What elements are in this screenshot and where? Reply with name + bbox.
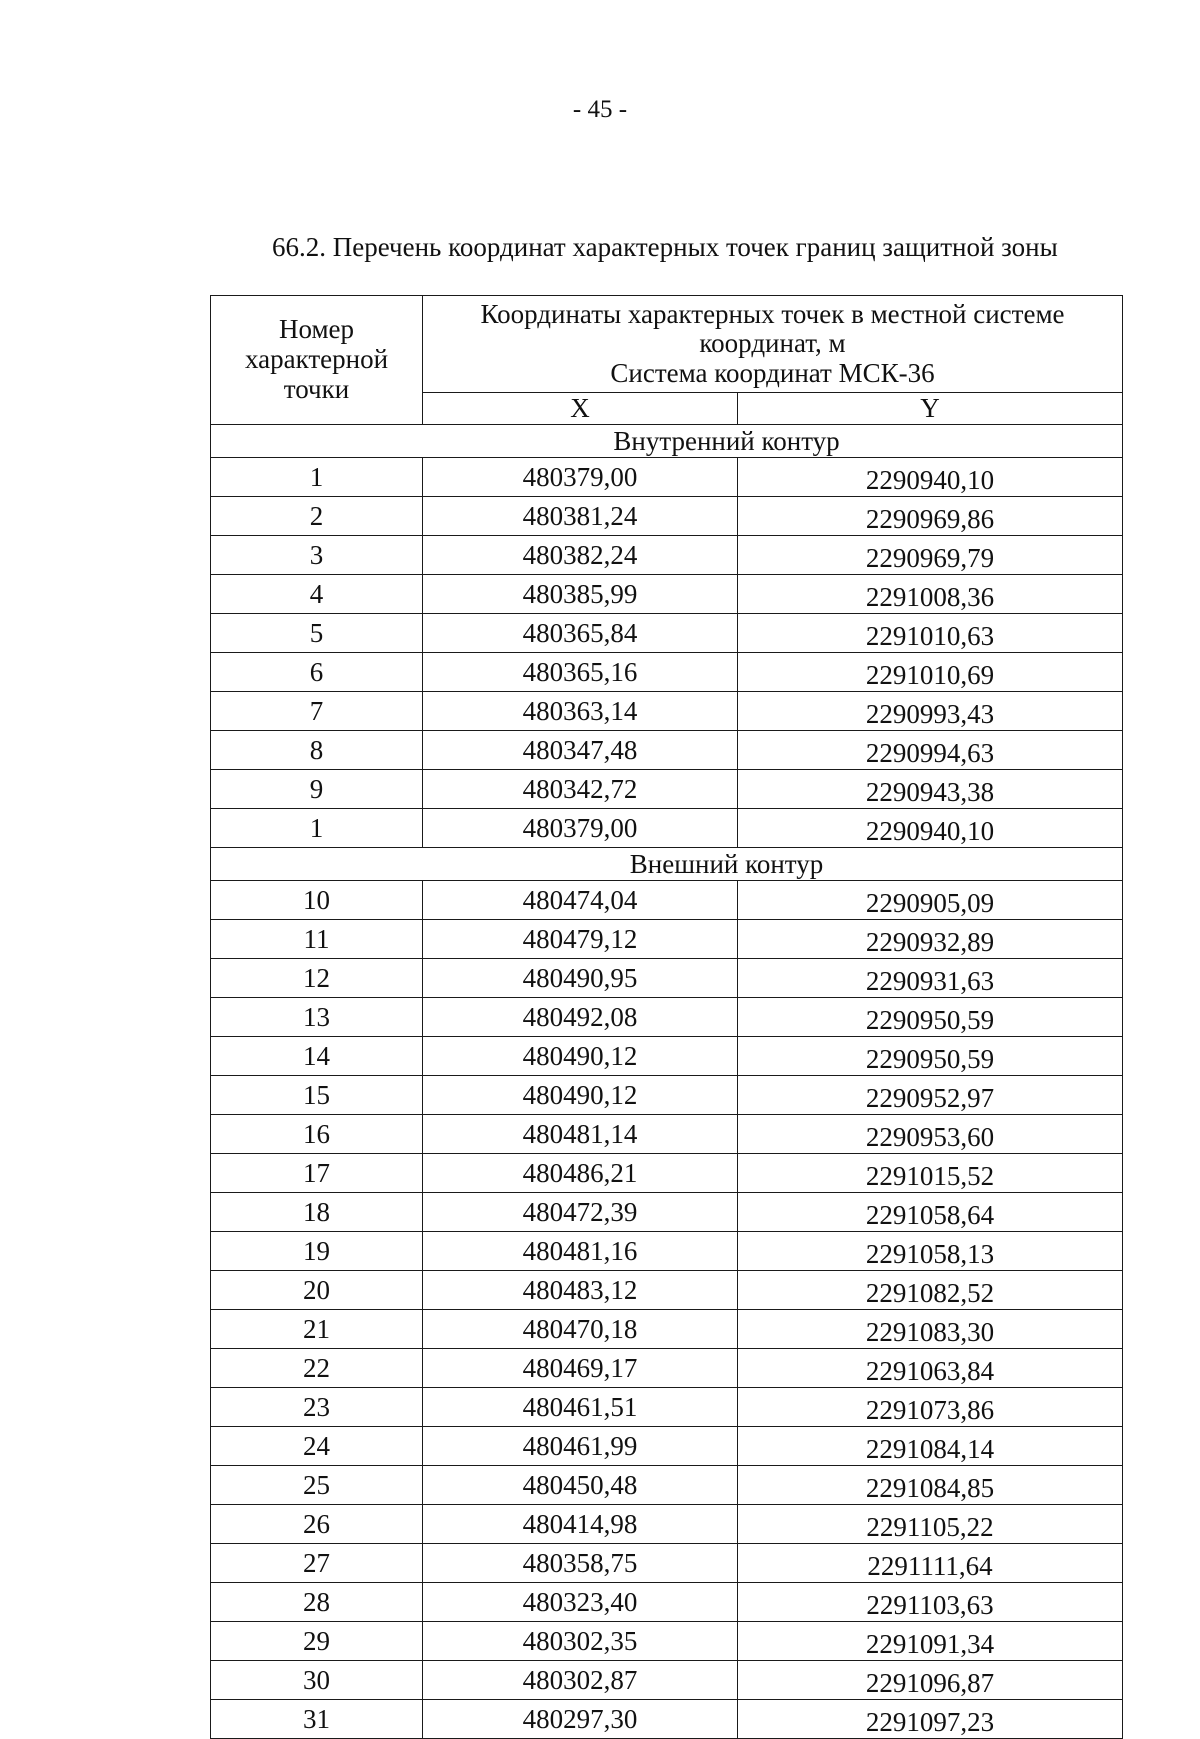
x-coordinate-cell: 480379,00 (423, 458, 738, 497)
y-coordinate-cell: 2290932,89 (738, 920, 1123, 959)
table-row (211, 1076, 1123, 1115)
point-number-cell: 4 (211, 575, 423, 614)
point-number-cell: 13 (211, 998, 423, 1037)
table-row (211, 1349, 1123, 1388)
x-coordinate-cell: 480481,14 (423, 1115, 738, 1154)
y-coordinate-cell: 2291008,36 (738, 575, 1123, 614)
table-row (211, 1622, 1123, 1661)
point-number-cell: 20 (211, 1271, 423, 1310)
table-body (211, 425, 1123, 1739)
x-coordinate-cell: 480382,24 (423, 536, 738, 575)
x-coordinate-cell: 480358,75 (423, 1544, 738, 1583)
y-coordinate-cell: 2290905,09 (738, 881, 1123, 920)
table-row (211, 1388, 1123, 1427)
x-coordinate-cell: 480385,99 (423, 575, 738, 614)
y-coordinate-cell: 2290969,79 (738, 536, 1123, 575)
x-coordinate-cell: 480414,98 (423, 1505, 738, 1544)
x-coordinate-cell: 480490,12 (423, 1076, 738, 1115)
y-coordinate-cell: 2291084,14 (738, 1427, 1123, 1466)
point-number-cell: 9 (211, 770, 423, 809)
x-coordinate-cell: 480481,16 (423, 1232, 738, 1271)
y-coordinate-cell: 2290994,63 (738, 731, 1123, 770)
point-number-cell: 7 (211, 692, 423, 731)
y-coordinate-cell: 2291091,34 (738, 1622, 1123, 1661)
x-coordinate-cell: 480490,12 (423, 1037, 738, 1076)
x-coordinate-cell: 480323,40 (423, 1583, 738, 1622)
section-title: Внешний контур (211, 848, 1123, 881)
point-number-cell: 6 (211, 653, 423, 692)
table-row (211, 1310, 1123, 1349)
x-coordinate-cell: 480470,18 (423, 1310, 738, 1349)
y-coordinate-cell: 2291058,13 (738, 1232, 1123, 1271)
point-number-cell: 27 (211, 1544, 423, 1583)
table-row (211, 1544, 1123, 1583)
x-coordinate-cell: 480479,12 (423, 920, 738, 959)
x-coordinate-cell: 480302,35 (423, 1622, 738, 1661)
y-coordinate-cell: 2290940,10 (738, 458, 1123, 497)
point-number-cell: 28 (211, 1583, 423, 1622)
table-row (211, 1115, 1123, 1154)
table-row (211, 881, 1123, 920)
page-number: - 45 - (572, 96, 628, 123)
x-coordinate-cell: 480483,12 (423, 1271, 738, 1310)
point-number-cell: 15 (211, 1076, 423, 1115)
point-number-cell: 29 (211, 1622, 423, 1661)
header-coordinate-system: Система координат МСК-36 (610, 357, 935, 388)
x-coordinate-cell: 480342,72 (423, 770, 738, 809)
point-number-cell: 14 (211, 1037, 423, 1076)
x-coordinate-cell: 480347,48 (423, 731, 738, 770)
point-number-cell: 12 (211, 959, 423, 998)
y-coordinate-cell: 2291105,22 (738, 1505, 1123, 1544)
x-coordinate-cell: 480492,08 (423, 998, 738, 1037)
point-number-cell: 16 (211, 1115, 423, 1154)
y-coordinate-cell: 2291097,23 (738, 1700, 1123, 1739)
table-row (211, 770, 1123, 809)
y-coordinate-cell: 2291083,30 (738, 1310, 1123, 1349)
table-row (211, 1232, 1123, 1271)
x-coordinate-cell: 480490,95 (423, 959, 738, 998)
point-number-cell: 26 (211, 1505, 423, 1544)
point-number-cell: 21 (211, 1310, 423, 1349)
table-row (211, 497, 1123, 536)
x-coordinate-cell: 480363,14 (423, 692, 738, 731)
section-row (211, 848, 1123, 881)
table-row (211, 1193, 1123, 1232)
table-row (211, 575, 1123, 614)
header-y: Y (738, 393, 1123, 425)
coordinates-table (210, 295, 1123, 1739)
x-coordinate-cell: 480365,16 (423, 653, 738, 692)
section-title: Внутренний контур (211, 425, 1123, 458)
section-row (211, 425, 1123, 458)
table-row (211, 809, 1123, 848)
x-coordinate-cell: 480297,30 (423, 1700, 738, 1739)
table-row (211, 458, 1123, 497)
y-coordinate-cell: 2291084,85 (738, 1466, 1123, 1505)
y-coordinate-cell: 2291058,64 (738, 1193, 1123, 1232)
table-row (211, 998, 1123, 1037)
y-coordinate-cell: 2290940,10 (738, 809, 1123, 848)
point-number-cell: 11 (211, 920, 423, 959)
point-number-cell: 8 (211, 731, 423, 770)
header-coordinates-description: Координаты характерных точек в местной системе координат, м (480, 298, 1065, 359)
point-number-cell: 19 (211, 1232, 423, 1271)
point-number-cell: 31 (211, 1700, 423, 1739)
table-row (211, 1700, 1123, 1739)
x-coordinate-cell: 480365,84 (423, 614, 738, 653)
table-row (211, 959, 1123, 998)
point-number-cell: 17 (211, 1154, 423, 1193)
point-number-cell: 23 (211, 1388, 423, 1427)
table-row (211, 1583, 1123, 1622)
point-number-cell: 24 (211, 1427, 423, 1466)
table-row (211, 692, 1123, 731)
point-number-cell: 18 (211, 1193, 423, 1232)
table-row (211, 1661, 1123, 1700)
y-coordinate-cell: 2290953,60 (738, 1115, 1123, 1154)
y-coordinate-cell: 2291015,52 (738, 1154, 1123, 1193)
y-coordinate-cell: 2290950,59 (738, 1037, 1123, 1076)
y-coordinate-cell: 2291082,52 (738, 1271, 1123, 1310)
table-row (211, 1505, 1123, 1544)
x-coordinate-cell: 480379,00 (423, 809, 738, 848)
table-row (211, 920, 1123, 959)
point-number-cell: 1 (211, 809, 423, 848)
table-row (211, 536, 1123, 575)
x-coordinate-cell: 480450,48 (423, 1466, 738, 1505)
y-coordinate-cell: 2291096,87 (738, 1661, 1123, 1700)
table-row (211, 1466, 1123, 1505)
y-coordinate-cell: 2291073,86 (738, 1388, 1123, 1427)
header-point-number: Номер характерной точки (211, 296, 423, 425)
y-coordinate-cell: 2290952,97 (738, 1076, 1123, 1115)
point-number-cell: 2 (211, 497, 423, 536)
y-coordinate-cell: 2290969,86 (738, 497, 1123, 536)
table-row (211, 653, 1123, 692)
y-coordinate-cell: 2290993,43 (738, 692, 1123, 731)
point-number-cell: 22 (211, 1349, 423, 1388)
y-coordinate-cell: 2290931,63 (738, 959, 1123, 998)
y-coordinate-cell: 2290943,38 (738, 770, 1123, 809)
document-title: 66.2. Перечень координат характерных точек границ защитной зоны (272, 232, 1058, 262)
table-row (211, 1037, 1123, 1076)
table-row (211, 1271, 1123, 1310)
header-x: X (423, 393, 738, 425)
x-coordinate-cell: 480461,99 (423, 1427, 738, 1466)
y-coordinate-cell: 2291010,69 (738, 653, 1123, 692)
point-number-cell: 25 (211, 1466, 423, 1505)
x-coordinate-cell: 480472,39 (423, 1193, 738, 1232)
point-number-cell: 5 (211, 614, 423, 653)
point-number-cell: 3 (211, 536, 423, 575)
point-number-cell: 30 (211, 1661, 423, 1700)
table-row (211, 614, 1123, 653)
y-coordinate-cell: 2291063,84 (738, 1349, 1123, 1388)
point-number-cell: 1 (211, 458, 423, 497)
x-coordinate-cell: 480302,87 (423, 1661, 738, 1700)
x-coordinate-cell: 480486,21 (423, 1154, 738, 1193)
x-coordinate-cell: 480461,51 (423, 1388, 738, 1427)
table-row (211, 731, 1123, 770)
table-row (211, 1427, 1123, 1466)
y-coordinate-cell: 2290950,59 (738, 998, 1123, 1037)
header-coordinates (423, 296, 1123, 393)
table-row (211, 1154, 1123, 1193)
x-coordinate-cell: 480469,17 (423, 1349, 738, 1388)
x-coordinate-cell: 480474,04 (423, 881, 738, 920)
x-coordinate-cell: 480381,24 (423, 497, 738, 536)
point-number-cell: 10 (211, 881, 423, 920)
y-coordinate-cell: 2291111,64 (738, 1544, 1123, 1583)
y-coordinate-cell: 2291103,63 (738, 1583, 1123, 1622)
y-coordinate-cell: 2291010,63 (738, 614, 1123, 653)
